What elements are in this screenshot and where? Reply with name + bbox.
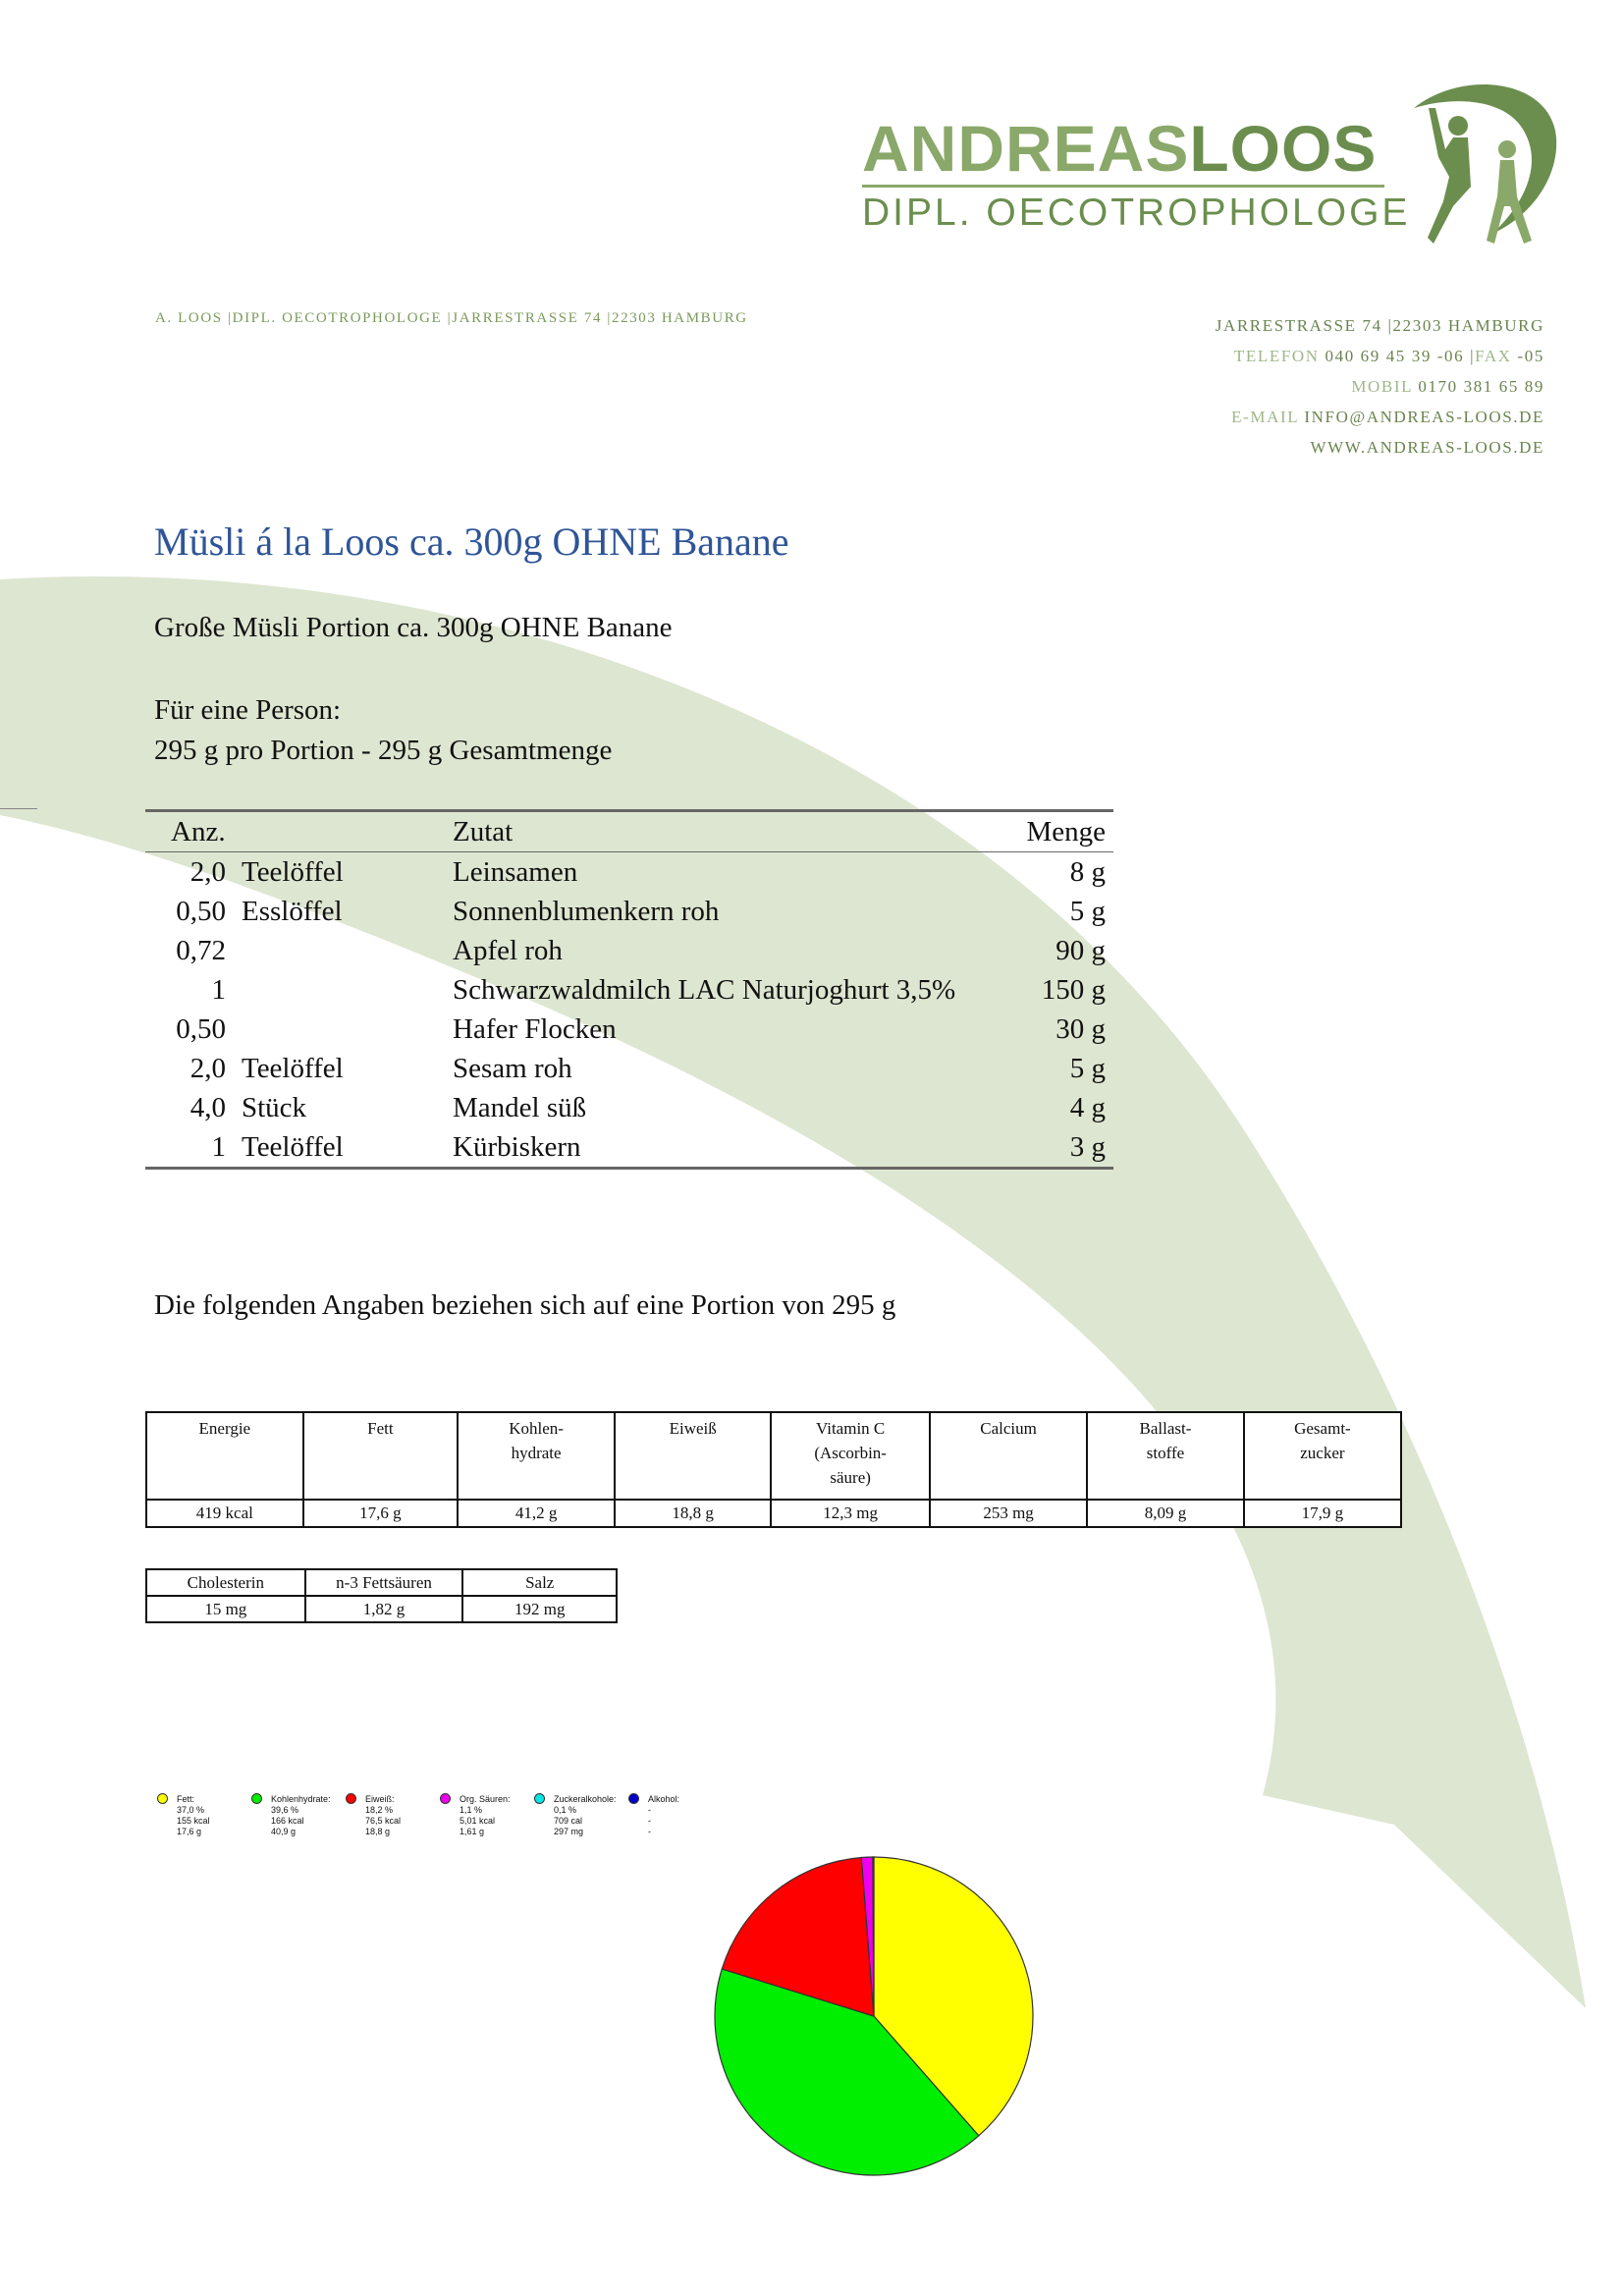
ingredient-row [145, 852, 1113, 893]
contact-address: JARRESTRASSE 74 |22303 HAMBURG [1215, 316, 1544, 335]
legend-mass: 40,9 g [271, 1827, 297, 1836]
sender-address-line: A. LOOS |DIPL. OECOTROPHOLOGE |JARRESTRASSE 74 |22303 HAMBURG [155, 310, 748, 326]
nutrient2-header-cell: Salz [462, 1569, 617, 1596]
legend-swatch [440, 1793, 451, 1804]
person-line: Für eine Person: [154, 694, 342, 726]
nutrient2-value-cell: 192 mg [462, 1596, 617, 1622]
ingredient-name: Hafer Flocken [453, 1013, 617, 1045]
nutrient-header-line: Ballast- [1139, 1419, 1192, 1438]
legend-text [648, 1794, 679, 1837]
nutrient-table-secondary [145, 1568, 618, 1623]
nutrient-value-row [146, 1500, 1401, 1527]
ingredient-amount: 3 g [1069, 1131, 1106, 1163]
ingredient-qty: 4,0 [189, 1092, 226, 1123]
legend-swatch [251, 1793, 262, 1804]
nutrient2-value-cell: 1,82 g [305, 1596, 463, 1622]
ingredient-qty: 2,0 [189, 1053, 226, 1084]
legend-energy: - [648, 1816, 651, 1826]
legend-percent-label: 0,1 % [554, 1805, 577, 1815]
legend-mass: - [648, 1827, 651, 1836]
nutrient2-value-cell: 15 mg [146, 1596, 305, 1622]
ingredient-qty: 0,72 [176, 935, 226, 966]
margin-rule [0, 808, 37, 809]
ingredient-name: Sesam roh [453, 1053, 572, 1084]
logo-wordmark [862, 112, 1378, 185]
fax-label: FAX [1475, 347, 1512, 365]
ingredient-amount: 5 g [1069, 896, 1106, 927]
portion-note: Die folgenden Angaben beziehen sich auf eine Portion von 295 g [154, 1289, 896, 1321]
energy-pie-chart [707, 1849, 1041, 2183]
nutrient-header-line: säure) [830, 1468, 871, 1487]
ingredient-name: Mandel süß [453, 1092, 587, 1123]
ingredient-row [145, 892, 1113, 931]
logo-name-last: LOOS [1189, 112, 1378, 185]
legend-name: Alkohol: [648, 1794, 680, 1804]
ingredient-qty: 0,50 [176, 896, 226, 927]
nutrient-value-cell: 8,09 g [1087, 1500, 1244, 1527]
ingredient-qty: 0,50 [176, 1013, 226, 1045]
ingredient-name: Sonnenblumenkern roh [453, 896, 720, 927]
nutrient-header-cell [615, 1412, 771, 1500]
legend-mass: 297 mg [554, 1827, 584, 1836]
web-value[interactable]: WWW.ANDREAS-LOOS.DE [1310, 438, 1544, 457]
ingredient-unit: Esslöffel [242, 896, 343, 927]
legend-energy: 5,01 kcal [460, 1816, 496, 1826]
nutrient-header-cell [146, 1412, 303, 1500]
legend-mass: 1,61 g [460, 1827, 485, 1836]
email-label: E-MAIL [1231, 408, 1299, 426]
nutrient-header-cell [1087, 1412, 1244, 1500]
legend-name: Eiweiß: [365, 1794, 395, 1804]
nutrient-value-cell: 12,3 mg [771, 1500, 930, 1527]
ingredient-unit [226, 970, 453, 1010]
nutrient-header-cell [458, 1412, 615, 1500]
legend-swatch [157, 1793, 168, 1804]
ingredient-amount: 8 g [1069, 856, 1106, 888]
legend-text [554, 1794, 617, 1837]
ingredient-unit: Stück [242, 1092, 307, 1123]
ingredient-unit: Teelöffel [242, 1053, 344, 1084]
legend-mass: 17,6 g [177, 1827, 202, 1836]
nutrient-table-main [145, 1411, 1402, 1528]
nutrient2-header-row [146, 1569, 617, 1596]
legend-name: Org. Säuren: [460, 1794, 511, 1804]
ingredient-unit: Teelöffel [242, 856, 344, 888]
contact-phone [1216, 341, 1544, 371]
ingredient-row [145, 1127, 1113, 1169]
nutrient-value-cell: 41,2 g [458, 1500, 615, 1527]
legend-mass: 18,8 g [365, 1827, 391, 1836]
portion-line: 295 g pro Portion - 295 g Gesamtmenge [154, 735, 613, 766]
contact-block [1216, 310, 1544, 463]
phone-label: TELEFON [1233, 347, 1320, 365]
legend-percent-label: 37,0 % [177, 1805, 205, 1815]
ingredient-row [145, 1088, 1113, 1127]
recipe-subtitle: Große Müsli Portion ca. 300g OHNE Banane [154, 612, 673, 643]
nutrient-header-line: Energie [198, 1419, 251, 1438]
ingredient-unit [226, 931, 453, 970]
logo-divider [862, 185, 1384, 188]
ingredient-name: Schwarzwaldmilch LAC Naturjoghurt 3,5% [453, 974, 956, 1006]
logo-subtitle: DIPL. OECOTROPHOLOGE [862, 191, 1411, 234]
mobile-label: MOBIL [1351, 377, 1413, 396]
nutrient-value-cell: 419 kcal [146, 1500, 303, 1527]
ingredient-qty: 2,0 [189, 856, 226, 888]
ingredient-qty: 1 [211, 974, 226, 1006]
recipe-servings [154, 690, 612, 771]
legend-name: Fett: [177, 1794, 195, 1804]
header-qty: Anz. [171, 816, 226, 847]
legend-name: Kohlenhydrate: [271, 1794, 331, 1804]
nutrient-header-line: Fett [367, 1419, 394, 1438]
nutrient-header-cell [930, 1412, 1087, 1500]
nutrient2-header-cell: n-3 Fettsäuren [305, 1569, 463, 1596]
ingredient-unit: Teelöffel [242, 1131, 344, 1163]
nutrient-header-line: Calcium [980, 1419, 1037, 1438]
ingredient-unit [226, 1010, 453, 1049]
nutrient-header-line: hydrate [511, 1444, 562, 1462]
legend-energy: 155 kcal [177, 1816, 210, 1826]
nutrient-header-cell [303, 1412, 458, 1500]
logo-figure-icon [1384, 69, 1561, 250]
ingredient-row [145, 1010, 1113, 1049]
nutrient2-value-row [146, 1596, 617, 1622]
ingredient-amount: 150 g [1041, 974, 1106, 1006]
ingredient-row [145, 1049, 1113, 1088]
nutrient-value-cell: 253 mg [930, 1500, 1087, 1527]
legend-text [365, 1794, 401, 1837]
contact-web [1216, 432, 1544, 463]
ingredient-name: Leinsamen [453, 856, 578, 888]
legend-percent-label: 18,2 % [365, 1805, 394, 1815]
contact-email [1216, 402, 1544, 432]
ingredients-header-row [145, 811, 1113, 852]
logo-name-first: ANDREAS [862, 112, 1190, 185]
legend-percent-label: - [648, 1805, 651, 1815]
ingredient-qty: 1 [211, 1131, 226, 1163]
legend-swatch [628, 1793, 639, 1804]
nutrient-header-line: stoffe [1146, 1444, 1185, 1462]
legend-percent-label: 1,1 % [460, 1805, 483, 1815]
nutrient-value-cell: 17,6 g [303, 1500, 458, 1527]
ingredients-body [145, 852, 1113, 1169]
contact-mobile [1216, 371, 1544, 402]
ingredient-name: Kürbiskern [453, 1131, 581, 1163]
header-amount: Menge [1026, 816, 1106, 847]
nutrient-value-cell: 17,9 g [1244, 1500, 1401, 1527]
legend-percent-label: 39,6 % [271, 1805, 299, 1815]
legend-energy: 709 cal [554, 1816, 583, 1826]
email-value[interactable]: INFO@ANDREAS-LOOS.DE [1304, 408, 1544, 426]
legend-text [177, 1794, 210, 1837]
nutrient-header-line: Vitamin C [815, 1419, 886, 1438]
mobile-value: 0170 381 65 89 [1418, 377, 1544, 396]
ingredient-row [145, 970, 1113, 1010]
nutrient2-header-cell: Cholesterin [146, 1569, 305, 1596]
ingredient-amount: 90 g [1055, 935, 1106, 966]
nutrient-header-line: Gesamt- [1294, 1419, 1351, 1438]
ingredient-amount: 5 g [1069, 1053, 1106, 1084]
legend-text [460, 1794, 511, 1837]
recipe-title: Müsli á la Loos ca. 300g OHNE Banane [154, 519, 789, 564]
nutrient-header-row [146, 1412, 1401, 1500]
nutrient-value-cell: 18,8 g [615, 1500, 771, 1527]
legend-swatch [534, 1793, 545, 1804]
header-name: Zutat [453, 816, 514, 847]
legend-energy: 166 kcal [271, 1816, 304, 1826]
legend-name: Zuckeralkohole: [554, 1794, 617, 1804]
nutrient-header-line: Kohlen- [509, 1419, 564, 1438]
ingredient-name: Apfel roh [453, 935, 563, 966]
fax-value: -05 [1517, 347, 1544, 365]
nutrient-header-line: zucker [1300, 1444, 1345, 1462]
nutrient-header-line: (Ascorbin- [814, 1444, 887, 1462]
ingredient-amount: 30 g [1055, 1013, 1106, 1045]
nutrient-header-cell [771, 1412, 930, 1500]
ingredient-amount: 4 g [1069, 1092, 1106, 1123]
nutrient-header-line: Eiweiß [669, 1419, 717, 1438]
ingredient-row [145, 931, 1113, 970]
phone-value: 040 69 45 39 -06 | [1325, 347, 1476, 365]
legend-energy: 76,5 kcal [365, 1816, 402, 1826]
ingredients-table [145, 809, 1113, 1170]
nutrient-header-cell [1244, 1412, 1401, 1500]
legend-text [271, 1794, 331, 1837]
legend-swatch [346, 1793, 356, 1804]
